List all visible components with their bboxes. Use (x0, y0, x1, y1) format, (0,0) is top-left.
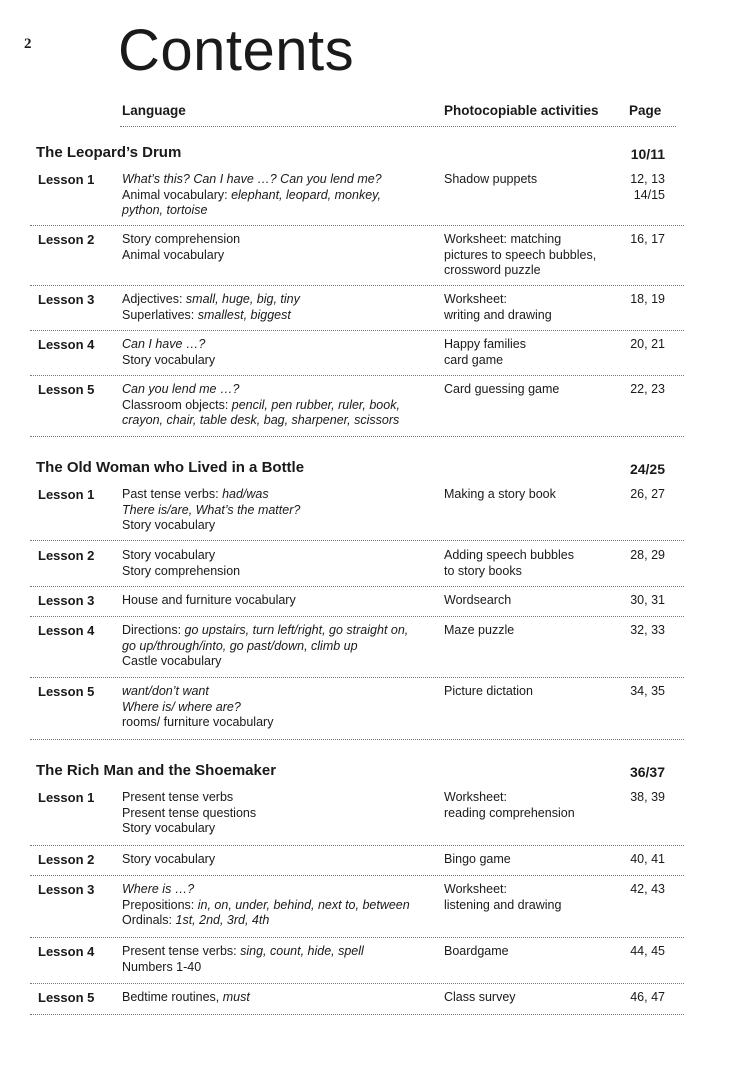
language-line (122, 308, 300, 324)
activities-cell (444, 852, 511, 868)
language-line (122, 172, 382, 188)
lesson-label: Lesson 1 (38, 790, 95, 805)
activities-cell (444, 684, 533, 700)
language-line (122, 203, 382, 219)
activity-line: card game (444, 352, 504, 367)
language-line (122, 639, 408, 655)
lesson-label: Lesson 2 (38, 232, 95, 247)
activity-line: Worksheet: (444, 292, 507, 306)
language-cell (122, 593, 296, 609)
page-cell (630, 852, 665, 868)
page-ref: 44, 45 (630, 944, 665, 958)
language-text: Numbers 1-40 (122, 959, 202, 974)
activity-line: Picture dictation (444, 684, 533, 698)
language-text: must (222, 990, 250, 1004)
page-cell (630, 990, 665, 1006)
language-text: Story vocabulary (122, 352, 216, 367)
language-line (122, 882, 410, 898)
language-line (122, 913, 410, 929)
language-cell (122, 382, 400, 429)
language-text: Can you lend me …? (122, 382, 240, 396)
activity-line: Worksheet: (444, 882, 507, 896)
page-ref: 22, 23 (630, 382, 665, 396)
language-text: 1st, 2nd, 3rd, 4th (175, 913, 270, 927)
activity-line: Bingo game (444, 852, 511, 866)
language-text: Story comprehension (122, 563, 241, 578)
language-text: Superlatives: (122, 307, 198, 322)
activity-line: Worksheet: (444, 790, 507, 804)
language-line (122, 248, 240, 264)
lesson-label: Lesson 1 (38, 172, 95, 187)
activity-line: crossword puzzle (444, 263, 541, 277)
page-ref: 18, 19 (630, 292, 665, 306)
language-line (122, 413, 400, 429)
page-cell (630, 548, 665, 564)
activities-cell (444, 623, 514, 639)
language-cell (122, 790, 256, 837)
lesson-label: Lesson 5 (38, 990, 95, 1005)
language-line (122, 518, 300, 534)
language-cell (122, 292, 300, 323)
activities-cell (444, 382, 559, 398)
language-text: Story comprehension (122, 232, 241, 246)
row-divider (30, 875, 684, 876)
language-text: Story vocabulary (122, 518, 216, 532)
page-ref: 32, 33 (630, 623, 665, 637)
lesson-label: Lesson 5 (38, 382, 95, 397)
activities-cell (444, 944, 509, 960)
row-divider (30, 1014, 684, 1015)
language-cell (122, 684, 273, 731)
row-divider (30, 739, 684, 740)
language-text: had/was (222, 487, 269, 501)
language-text: Story vocabulary (122, 548, 216, 562)
section-title: The Old Woman who Lived in a Bottle (36, 459, 305, 476)
activity-line: Worksheet: matching (444, 232, 562, 246)
language-text: go upstairs, turn left/right, go straight on, (184, 623, 409, 637)
language-line (122, 852, 215, 868)
language-text: go up/through/into, go past/down, climb up (122, 638, 358, 653)
page-cell (630, 172, 665, 203)
language-line (122, 898, 410, 914)
activity-line: listening and drawing (444, 897, 562, 912)
activities-cell (444, 232, 596, 279)
language-cell (122, 172, 382, 219)
lesson-label: Lesson 5 (38, 684, 95, 699)
language-line (122, 353, 215, 369)
lesson-label: Lesson 3 (38, 593, 95, 608)
language-cell (122, 944, 364, 975)
column-header-language: Language (122, 103, 186, 118)
language-line (122, 700, 273, 716)
language-line (122, 654, 408, 670)
row-divider (30, 375, 684, 376)
activities-cell (444, 337, 526, 368)
page-ref: 46, 47 (630, 990, 665, 1004)
activity-line: Class survey (444, 990, 516, 1004)
language-line (122, 960, 364, 976)
language-text: Directions: (122, 623, 185, 637)
activities-cell (444, 172, 537, 188)
language-text: Present tense verbs: (122, 944, 241, 958)
language-text: Animal vocabulary: (122, 187, 232, 202)
language-line (122, 548, 240, 564)
activities-cell (444, 790, 575, 821)
row-divider (30, 330, 684, 331)
language-text: in, on, under, behind, next to, between (197, 897, 410, 912)
activity-line: Boardgame (444, 944, 509, 958)
language-text: Past tense verbs: (122, 487, 223, 501)
language-text: rooms/ furniture vocabulary (122, 715, 274, 729)
language-line (122, 684, 273, 700)
language-line (122, 503, 300, 519)
language-line (122, 715, 273, 731)
lesson-label: Lesson 1 (38, 487, 95, 502)
language-text: Adjectives: (122, 292, 186, 306)
page-ref: 12, 13 (630, 172, 665, 186)
page-ref: 40, 41 (630, 852, 665, 866)
activity-line: to story books (444, 563, 522, 578)
language-text: Present tense verbs (122, 790, 234, 804)
row-divider (30, 586, 684, 587)
lesson-label: Lesson 4 (38, 623, 95, 638)
row-divider (30, 225, 684, 226)
lesson-label: Lesson 2 (38, 548, 95, 563)
language-text: Story vocabulary (122, 852, 216, 866)
language-text: pencil, pen rubber, ruler, book, (231, 397, 400, 412)
activities-cell (444, 487, 556, 503)
page-cell (630, 684, 665, 700)
page-cell (630, 593, 665, 609)
lesson-label: Lesson 4 (38, 337, 95, 352)
language-line (122, 806, 256, 822)
language-line (122, 188, 382, 204)
language-line (122, 990, 250, 1006)
language-cell (122, 232, 240, 263)
language-text: Where is …? (122, 882, 195, 896)
language-text: Story vocabulary (122, 821, 216, 835)
column-header-page: Page (629, 103, 662, 118)
row-divider (30, 436, 684, 437)
page-cell (630, 790, 665, 806)
activity-line: Wordsearch (444, 593, 512, 607)
page-ref: 14/15 (633, 187, 665, 202)
language-text: python, tortoise (122, 203, 208, 217)
activities-cell (444, 593, 511, 609)
language-line (122, 398, 400, 414)
column-header-activities: Photocopiable activities (444, 103, 599, 118)
row-divider (30, 540, 684, 541)
row-divider (30, 983, 684, 984)
page-cell (630, 487, 665, 503)
activity-line: Maze puzzle (444, 623, 515, 637)
lesson-label: Lesson 3 (38, 292, 95, 307)
language-text: Prepositions: (122, 897, 198, 912)
page-cell (630, 882, 665, 898)
language-line (122, 337, 215, 353)
language-line (122, 944, 364, 960)
page-ref: 20, 21 (630, 337, 665, 351)
language-text: Bedtime routines, (122, 990, 223, 1004)
language-text: want/don’t want (122, 684, 209, 698)
language-text: Ordinals: (122, 913, 176, 927)
language-text: smallest, biggest (197, 307, 291, 322)
page-cell (630, 292, 665, 308)
language-text: House and furniture vocabulary (122, 593, 296, 607)
row-divider (30, 845, 684, 846)
lesson-label: Lesson 2 (38, 852, 95, 867)
activity-line: Card guessing game (444, 382, 560, 396)
language-cell (122, 337, 215, 368)
row-divider (30, 937, 684, 938)
language-text: sing, count, hide, spell (240, 944, 364, 958)
language-text: small, huge, big, tiny (185, 292, 300, 306)
language-cell (122, 882, 410, 929)
language-text: crayon, chair, table desk, bag, sharpener, scissors (122, 413, 400, 427)
section-title: The Leopard’s Drum (36, 144, 182, 161)
language-text: Present tense questions (122, 805, 257, 820)
activity-line: reading comprehension (444, 805, 575, 820)
language-line (122, 487, 300, 503)
page-ref: 26, 27 (630, 487, 665, 501)
page-cell (630, 337, 665, 353)
activity-line: Adding speech bubbles (444, 548, 574, 562)
language-text: Castle vocabulary (122, 654, 222, 668)
activity-line: pictures to speech bubbles, (444, 247, 597, 262)
language-line (122, 232, 240, 248)
language-cell (122, 990, 250, 1006)
page-ref: 34, 35 (630, 684, 665, 698)
language-cell (122, 548, 240, 579)
language-line (122, 292, 300, 308)
language-line (122, 790, 256, 806)
language-text: Classroom objects: (122, 397, 232, 412)
language-cell (122, 852, 215, 868)
activities-cell (444, 882, 561, 913)
language-line (122, 821, 256, 837)
row-divider (30, 285, 684, 286)
page-ref: 38, 39 (630, 790, 665, 804)
lesson-label: Lesson 4 (38, 944, 95, 959)
language-cell (122, 487, 300, 534)
language-text: elephant, leopard, monkey, (231, 187, 381, 202)
language-text: Where is/ where are? (122, 699, 241, 714)
language-text: There is/are, What’s the matter? (122, 502, 301, 517)
row-divider (30, 677, 684, 678)
section-page: 36/37 (629, 764, 665, 780)
page-ref: 42, 43 (630, 882, 665, 896)
page-title: Contents (118, 18, 355, 83)
header-divider (120, 126, 676, 127)
page-ref: 16, 17 (630, 232, 665, 246)
language-line (122, 382, 400, 398)
language-text: Animal vocabulary (122, 247, 225, 262)
section-page: 10/11 (630, 146, 665, 162)
page-cell (630, 623, 665, 639)
activity-line: Making a story book (444, 487, 556, 501)
activity-line: Shadow puppets (444, 172, 538, 186)
activities-cell (444, 990, 516, 1006)
activities-cell (444, 292, 552, 323)
page-cell (630, 232, 665, 248)
section-title: The Rich Man and the Shoemaker (36, 762, 277, 779)
page-ref: 28, 29 (630, 548, 665, 562)
section-page: 24/25 (629, 461, 665, 477)
language-line (122, 564, 240, 580)
page-cell (630, 944, 665, 960)
activity-line: Happy families (444, 337, 526, 351)
activities-cell (444, 548, 574, 579)
language-text: What’s this? Can I have …? Can you lend me? (122, 172, 382, 186)
lesson-label: Lesson 3 (38, 882, 95, 897)
language-line (122, 623, 408, 639)
page-ref: 30, 31 (630, 593, 665, 607)
language-cell (122, 623, 408, 670)
page-cell (630, 382, 665, 398)
page-number: 2 (24, 36, 32, 52)
row-divider (30, 616, 684, 617)
activity-line: writing and drawing (444, 307, 552, 322)
language-line (122, 593, 296, 609)
language-text: Can I have …? (122, 337, 206, 351)
